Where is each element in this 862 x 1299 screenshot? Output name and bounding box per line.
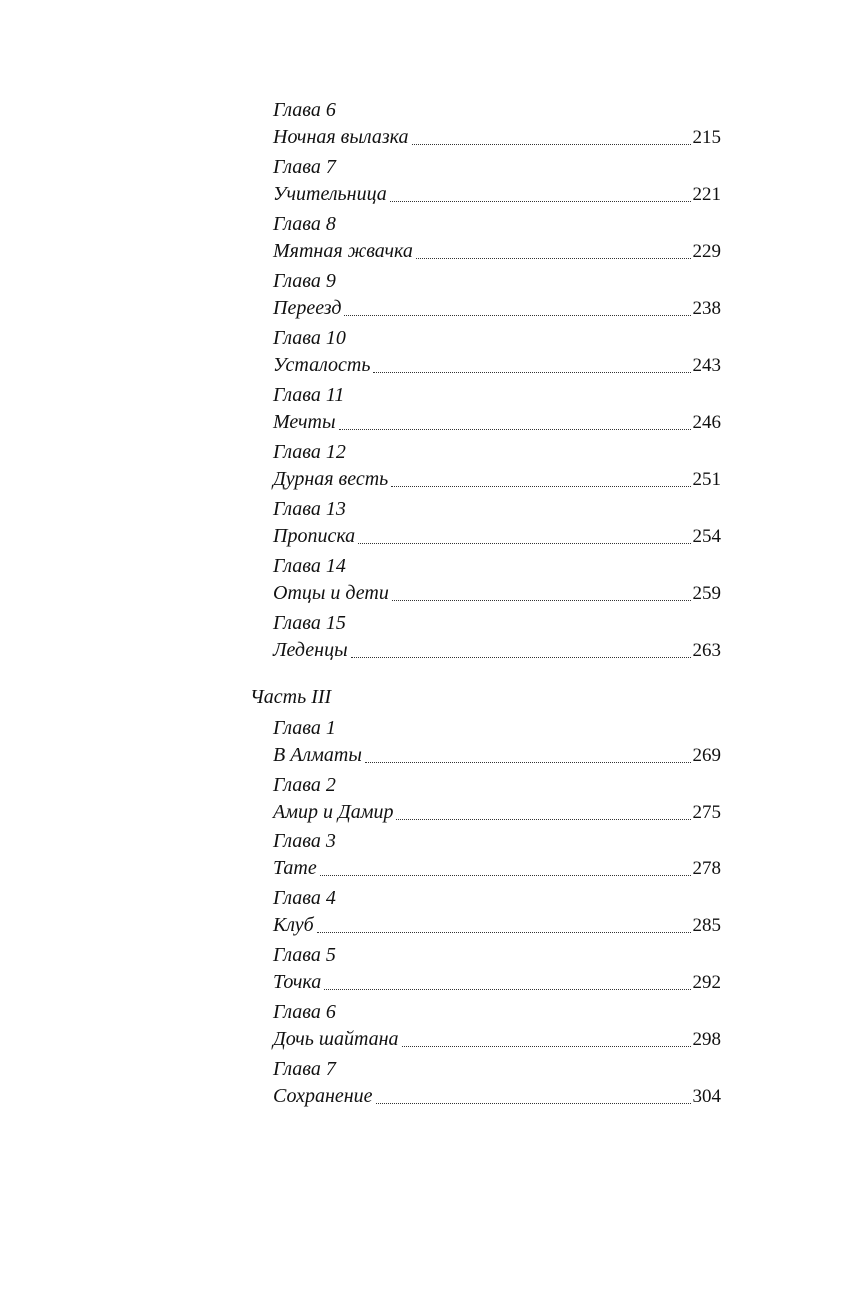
dot-leader — [416, 258, 691, 259]
chapter-label: Глава 11 — [273, 384, 345, 406]
dot-leader — [396, 819, 690, 820]
toc-entry[interactable] — [273, 410, 721, 434]
page-number: 246 — [692, 412, 721, 433]
toc-entry[interactable] — [273, 743, 721, 767]
chapter-label: Глава 6 — [273, 1001, 336, 1023]
dot-leader — [317, 932, 691, 933]
toc-entry[interactable] — [273, 800, 721, 824]
chapter-title: Усталость — [273, 354, 371, 376]
page-number: 285 — [692, 915, 721, 936]
dot-leader — [390, 201, 691, 202]
chapter-title: Точка — [273, 971, 322, 993]
chapter-title: Амир и Дамир — [273, 801, 394, 823]
dot-leader — [320, 875, 691, 876]
page-number: 215 — [692, 127, 721, 148]
chapter-label: Глава 12 — [273, 441, 346, 463]
page-number: 251 — [692, 469, 721, 490]
chapter-label: Глава 2 — [273, 774, 336, 796]
chapter-title: Мятная жвачка — [273, 240, 413, 262]
chapter-title: Тате — [273, 857, 317, 879]
dot-leader — [373, 372, 690, 373]
page-number: 259 — [692, 583, 721, 604]
dot-leader — [339, 429, 691, 430]
page-number: 278 — [692, 858, 721, 879]
toc-entry[interactable] — [273, 638, 721, 662]
page-number: 269 — [692, 745, 721, 766]
toc-entry[interactable] — [273, 970, 721, 994]
page-number: 238 — [692, 298, 721, 319]
page-number: 275 — [692, 802, 721, 823]
chapter-label: Глава 14 — [273, 555, 346, 577]
dot-leader — [376, 1103, 691, 1104]
chapter-title: Прописка — [273, 525, 356, 547]
chapter-title: Дурная весть — [273, 468, 389, 490]
toc-entry[interactable] — [273, 467, 721, 491]
page-number: 304 — [692, 1086, 721, 1107]
page-number: 229 — [692, 241, 721, 262]
toc-entry[interactable] — [273, 1027, 721, 1051]
chapter-label: Глава 7 — [273, 156, 336, 178]
dot-leader — [358, 543, 690, 544]
chapter-title: Клуб — [273, 914, 314, 936]
chapter-title: Мечты — [273, 411, 336, 433]
page-number: 254 — [692, 526, 721, 547]
toc-entry[interactable] — [273, 856, 721, 880]
dot-leader — [351, 657, 691, 658]
chapter-label: Глава 8 — [273, 213, 336, 235]
dot-leader — [365, 762, 691, 763]
dot-leader — [324, 989, 690, 990]
page-number: 298 — [692, 1029, 721, 1050]
chapter-label: Глава 7 — [273, 1058, 336, 1080]
chapter-label: Глава 1 — [273, 717, 336, 739]
page-number: 263 — [692, 640, 721, 661]
toc-entry[interactable] — [273, 581, 721, 605]
chapter-title: Дочь шайтана — [273, 1028, 399, 1050]
page-number: 292 — [692, 972, 721, 993]
chapter-title: Учительница — [273, 183, 387, 205]
chapter-title: Ночная вылазка — [273, 126, 409, 148]
toc-entry[interactable] — [273, 125, 721, 149]
chapter-label: Глава 6 — [273, 99, 336, 121]
page-number: 221 — [692, 184, 721, 205]
toc-entry[interactable] — [273, 182, 721, 206]
chapter-label: Глава 15 — [273, 612, 346, 634]
chapter-title: Отцы и дети — [273, 582, 389, 604]
dot-leader — [412, 144, 691, 145]
toc-entry[interactable] — [273, 1084, 721, 1108]
chapter-label: Глава 4 — [273, 887, 336, 909]
dot-leader — [391, 486, 690, 487]
chapter-label: Глава 13 — [273, 498, 346, 520]
page-number: 243 — [692, 355, 721, 376]
chapter-label: Глава 3 — [273, 830, 336, 852]
dot-leader — [344, 315, 690, 316]
chapter-label: Глава 9 — [273, 270, 336, 292]
part-heading: Часть III — [250, 686, 332, 708]
toc-entry[interactable] — [273, 913, 721, 937]
chapter-label: Глава 5 — [273, 944, 336, 966]
chapter-title: Леденцы — [273, 639, 348, 661]
chapter-title: Переезд — [273, 297, 342, 319]
chapter-label: Глава 10 — [273, 327, 346, 349]
chapter-title: В Алматы — [273, 744, 362, 766]
chapter-title: Сохранение — [273, 1085, 373, 1107]
toc-entry[interactable] — [273, 296, 721, 320]
dot-leader — [392, 600, 691, 601]
toc-entry[interactable] — [273, 239, 721, 263]
toc-entry[interactable] — [273, 524, 721, 548]
toc-entry[interactable] — [273, 353, 721, 377]
dot-leader — [402, 1046, 691, 1047]
